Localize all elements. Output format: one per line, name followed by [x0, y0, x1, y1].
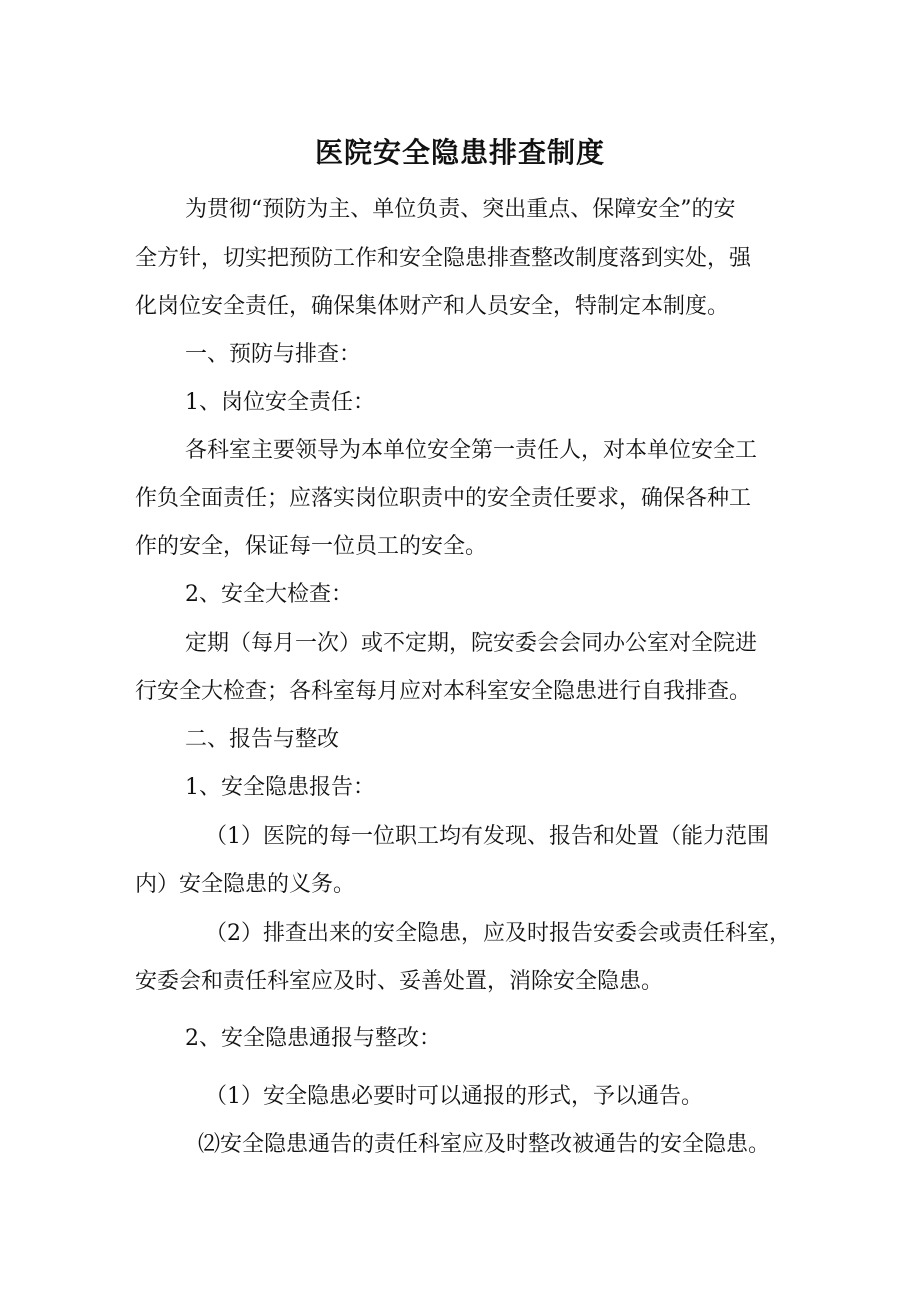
paragraph-line: 化岗位安全责任，确保集体财产和人员安全，特制定本制度。 — [135, 294, 730, 319]
subsection-heading: 1、安全隐患报告： — [185, 775, 375, 800]
paragraph-line: 定期（每月一次）或不定期，院安委会会同办公室对全院进 — [185, 631, 758, 656]
subsection-heading: 2、安全隐患通报与整改： — [185, 1026, 441, 1051]
paragraph-line: 全方针，切实把预防工作和安全隐患排查整改制度落到实处，强 — [135, 246, 752, 271]
section-heading: 一、预防与排查： — [185, 342, 362, 367]
paragraph-line: 为贯彻“预防为主、单位负责、突出重点、保障安全”的安 — [185, 197, 736, 222]
subsection-heading: 2、安全大检查： — [185, 582, 353, 607]
paragraph-line: （1）医院的每一位职工均有发现、报告和处置（能力范围 — [205, 824, 769, 849]
paragraph-line: 内）安全隐患的义务。 — [135, 872, 356, 897]
paragraph-line: 作的安全，保证每一位员工的安全。 — [135, 534, 488, 559]
subsection-heading: 1、岗位安全责任： — [185, 390, 375, 415]
paragraph-line: ⑵安全隐患通告的责任科室应及时整改被通告的安全隐患。 — [198, 1132, 771, 1157]
section-heading: 二、报告与整改 — [185, 727, 340, 752]
paragraph-line: （1）安全隐患必要时可以通报的形式，予以通告。 — [205, 1084, 703, 1109]
paragraph-line: 各科室主要领导为本单位安全第一责任人，对本单位安全工 — [185, 438, 758, 463]
paragraph-line: （2）排查出来的安全隐患，应及时报告安委会或责任科室， — [205, 921, 791, 946]
paragraph-line: 作负全面责任；应落实岗位职责中的安全责任要求，确保各种工 — [135, 486, 752, 511]
document-title: 医院安全隐患排查制度 — [314, 136, 605, 169]
paragraph-line: 行安全大检查；各科室每月应对本科室安全隐患进行自我排查。 — [135, 679, 752, 704]
paragraph-line: 安委会和责任科室应及时、妥善处置，消除安全隐患。 — [135, 969, 664, 994]
